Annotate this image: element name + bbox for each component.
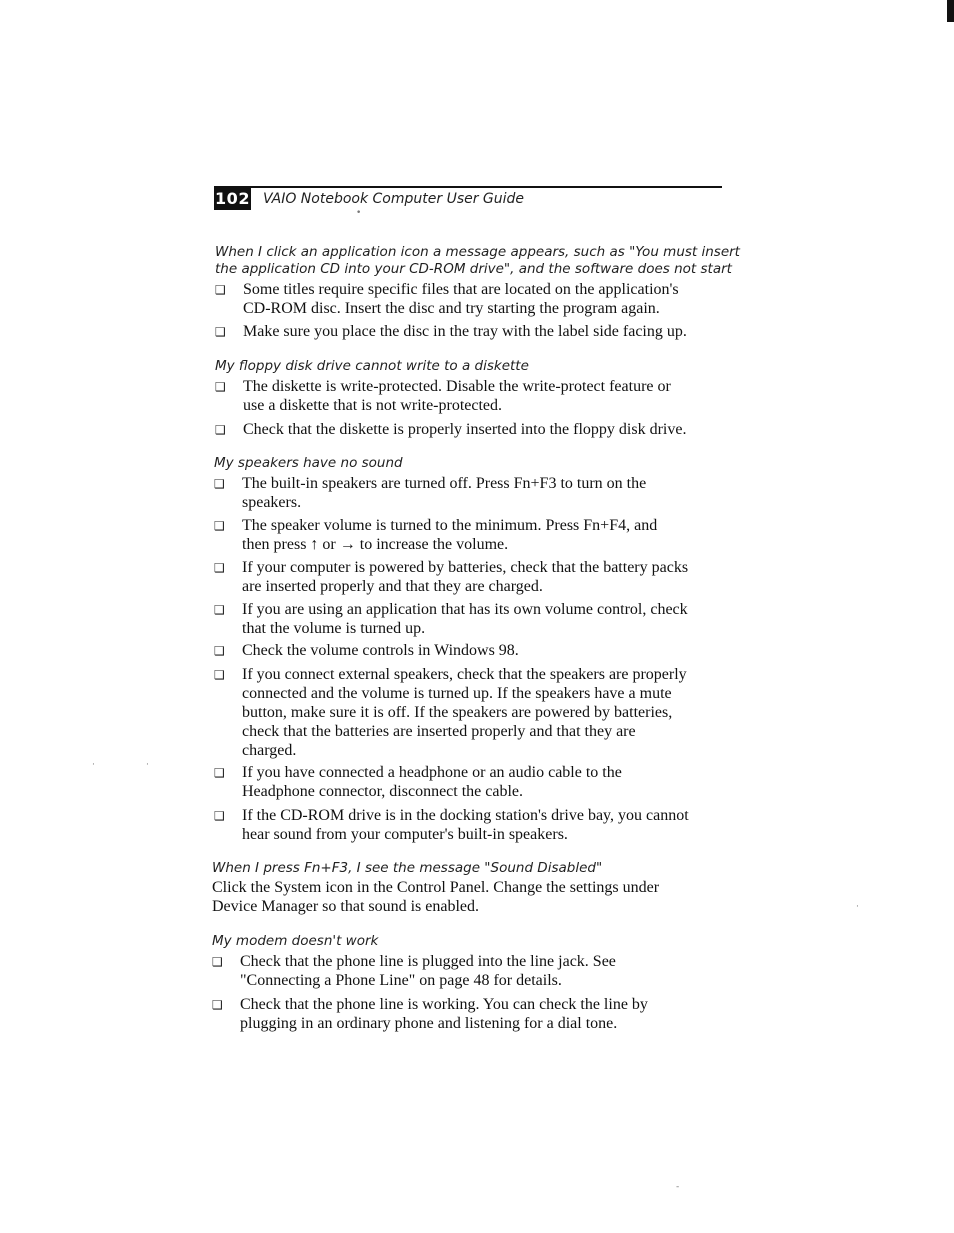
- checkbox-bullet-icon: ❑: [215, 423, 226, 437]
- section-heading: [214, 455, 403, 472]
- page-edge-mark: [947, 0, 954, 22]
- text-line: speakers.: [242, 494, 302, 511]
- text-line: The built-in speakers are turned off. Press Fn+F3 to turn on the: [242, 475, 647, 492]
- list-item-text: [242, 558, 727, 596]
- text-line: My speakers have no sound: [214, 455, 403, 471]
- text-line: My floppy disk drive cannot write to a diskette: [215, 358, 529, 374]
- header-rule: [214, 186, 722, 188]
- text-line: When I click an application icon a message appears, such as "You must insert: [215, 244, 740, 260]
- list-item-text: [242, 600, 727, 638]
- scan-speck: -: [676, 1182, 680, 1192]
- checkbox-bullet-icon: ❑: [214, 561, 225, 575]
- running-title: VAIO Notebook Computer User Guide: [263, 191, 525, 207]
- list-item-text: [242, 763, 727, 801]
- text-line: If your computer is powered by batteries, check that the battery packs: [242, 559, 689, 576]
- text-line: the application CD into your CD-ROM drive", and the software does not start: [215, 261, 732, 277]
- checkbox-bullet-icon: ❑: [214, 477, 225, 491]
- list-item-text: [243, 420, 728, 439]
- text-line: Device Manager so that sound is enabled.: [212, 898, 480, 915]
- checkbox-bullet-icon: ❑: [214, 603, 225, 617]
- text-line: The speaker volume is turned to the minimum. Press Fn+F4, and: [242, 517, 658, 534]
- text-line: Make sure you place the disc in the tray with the label side facing up.: [243, 323, 687, 340]
- text-line: When I press Fn+F3, I see the message "Sound Disabled": [212, 860, 603, 876]
- text-line: then press ↑ or → to increase the volume.: [242, 536, 509, 553]
- text-line: Check the volume controls in Windows 98.: [242, 642, 519, 659]
- checkbox-bullet-icon: ❑: [214, 519, 225, 533]
- section-heading: [215, 358, 529, 375]
- scan-speck: •: [356, 208, 362, 218]
- text-line: If you are using an application that has its own volume control, check: [242, 601, 688, 618]
- checkbox-bullet-icon: ❑: [212, 955, 223, 969]
- text-line: Check that the phone line is working. You can check the line by: [240, 996, 648, 1013]
- checkbox-bullet-icon: ❑: [215, 380, 226, 394]
- section-heading: [212, 860, 602, 877]
- checkbox-bullet-icon: ❑: [214, 809, 225, 823]
- list-item-text: [242, 806, 727, 844]
- list-item-text: [243, 322, 728, 341]
- checkbox-bullet-icon: ❑: [215, 325, 226, 339]
- list-item-text: [243, 280, 728, 318]
- text-line: check that the batteries are inserted properly and that they are: [242, 723, 636, 740]
- text-line: hear sound from your computer's built-in speakers.: [242, 826, 568, 843]
- text-line: charged.: [242, 742, 297, 759]
- scan-speck: ·: [92, 760, 95, 770]
- text-line: If the CD-ROM drive is in the docking station's drive bay, you cannot: [242, 807, 689, 824]
- list-item-text: [242, 665, 727, 760]
- text-line: connected and the volume is turned up. If the speakers have a mute: [242, 685, 672, 702]
- body-paragraph: [212, 878, 712, 916]
- text-line: use a diskette that is not write-protected.: [243, 397, 503, 414]
- text-line: Check that the phone line is plugged into the line jack. See: [240, 953, 616, 970]
- text-line: CD-ROM disc. Insert the disc and try starting the program again.: [243, 300, 660, 317]
- section-heading: [212, 933, 378, 950]
- text-line: that the volume is turned up.: [242, 620, 426, 637]
- text-line: Click the System icon in the Control Panel. Change the settings under: [212, 879, 660, 896]
- list-item-text: [242, 641, 727, 660]
- checkbox-bullet-icon: ❑: [214, 766, 225, 780]
- text-line: "Connecting a Phone Line" on page 48 for details.: [240, 972, 562, 989]
- text-line: are inserted properly and that they are charged.: [242, 578, 543, 595]
- text-line: If you have connected a headphone or an audio cable to the: [242, 764, 622, 781]
- text-line: If you connect external speakers, check that the speakers are properly: [242, 666, 687, 683]
- checkbox-bullet-icon: ❑: [215, 283, 226, 297]
- checkbox-bullet-icon: ❑: [214, 644, 225, 658]
- list-item-text: [243, 377, 728, 415]
- text-line: Headphone connector, disconnect the cable.: [242, 783, 524, 800]
- list-item-text: [242, 474, 727, 512]
- text-line: Check that the diskette is properly inserted into the floppy disk drive.: [243, 421, 687, 438]
- checkbox-bullet-icon: ❑: [212, 998, 223, 1012]
- list-item-text: [240, 952, 725, 990]
- checkbox-bullet-icon: ❑: [214, 668, 225, 682]
- text-line: plugging in an ordinary phone and listening for a dial tone.: [240, 1015, 618, 1032]
- text-line: The diskette is write-protected. Disable the write-protect feature or: [243, 378, 671, 395]
- text-line: Some titles require specific files that are located on the application's: [243, 281, 679, 298]
- list-item-text: [240, 995, 725, 1033]
- text-line: button, make sure it is off. If the speakers are powered by batteries,: [242, 704, 673, 721]
- scan-speck: ·: [146, 760, 149, 770]
- scan-speck: ·: [856, 902, 859, 912]
- section-heading: [215, 244, 740, 278]
- page-number-badge: 102: [215, 189, 250, 208]
- list-item-text: [242, 516, 727, 554]
- text-line: My modem doesn't work: [212, 933, 379, 949]
